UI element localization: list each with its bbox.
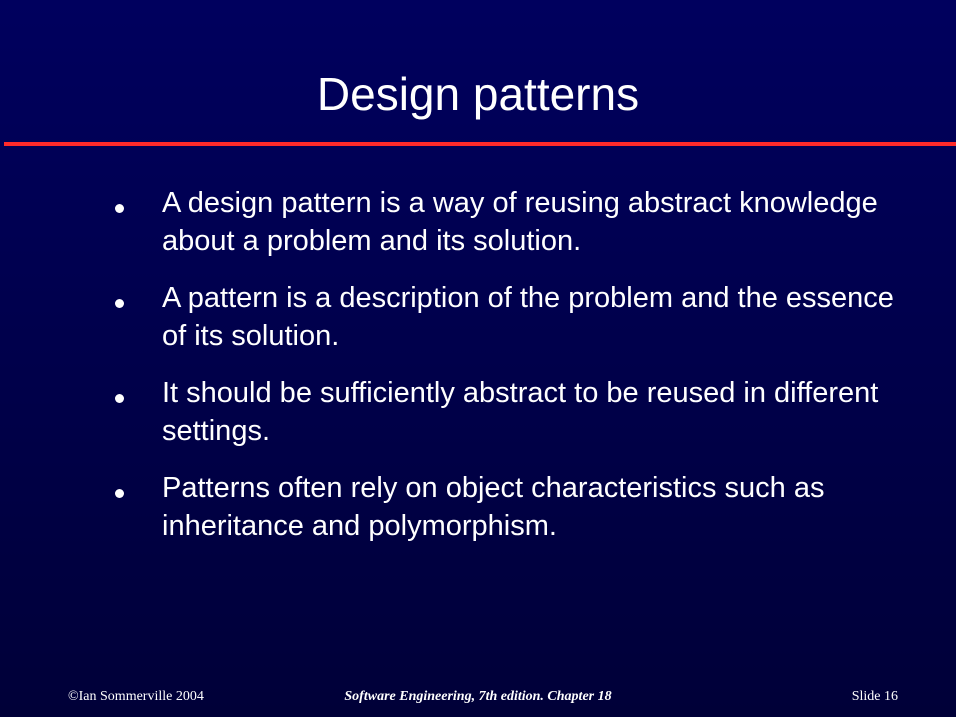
slide-title: Design patterns <box>316 68 640 120</box>
bullet-icon <box>115 299 124 308</box>
bullet-icon <box>115 489 124 498</box>
bullet-text: A pattern is a description of the problem and the essence of its solution. <box>162 282 894 352</box>
bullet-icon <box>115 394 124 403</box>
bullet-icon <box>115 204 124 213</box>
bullet-list <box>0 184 956 564</box>
footer-slide-number: Slide 16 <box>851 689 898 704</box>
bullet-text: It should be sufficiently abstract to be reused in different settings. <box>162 377 879 447</box>
bullet-item <box>0 469 956 545</box>
bullet-text: A design pattern is a way of reusing abstract knowledge about a problem and its solution. <box>162 187 878 257</box>
bullet-item <box>0 279 956 355</box>
title-divider <box>4 142 956 146</box>
bullet-item <box>0 374 956 450</box>
bullet-text: Patterns often rely on object characteristics such as inheritance and polymorphism. <box>162 472 825 542</box>
footer-book-title: Software Engineering, 7th edition. Chapter 18 <box>344 689 612 704</box>
footer-copyright: ©Ian Sommerville 2004 <box>68 689 204 704</box>
bullet-item <box>0 184 956 260</box>
